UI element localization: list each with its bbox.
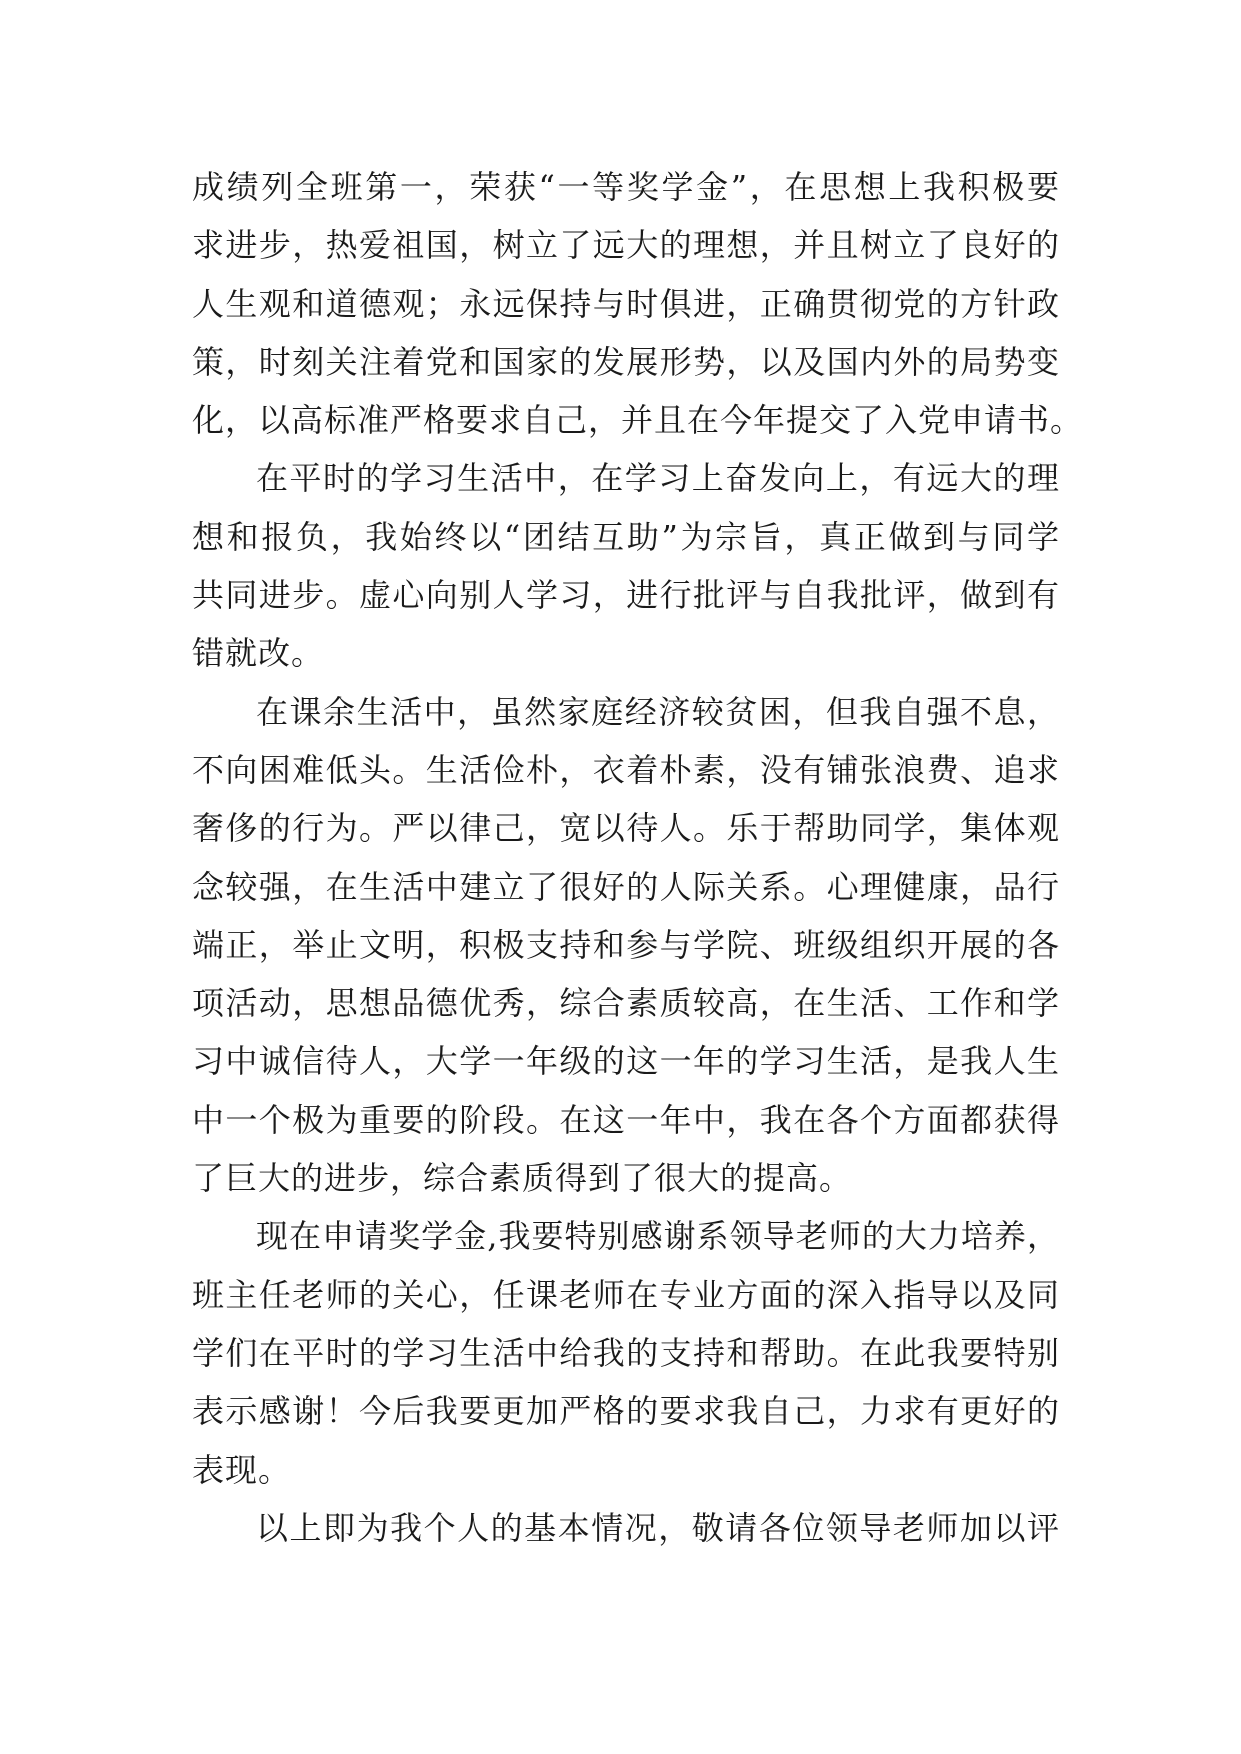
text-line: 不向困难低头。生活俭朴，衣着朴素，没有铺张浪费、追求 — [192, 750, 1060, 789]
text-line: 化，以高标准严格要求自己，并且在今年提交了入党申请书。 — [192, 401, 1084, 440]
document-body — [192, 158, 1084, 1557]
text-line: 人生观和道德观；永远保持与时俱进，正确贯彻党的方针政 — [192, 284, 1060, 323]
paragraph-4 — [192, 1207, 1060, 1498]
text-line: 中一个极为重要的阶段。在这一年中，我在各个方面都获得 — [192, 1100, 1060, 1139]
text-line: 共同进步。虚心向别人学习，进行批评与自我批评，做到有 — [192, 576, 1060, 615]
text-line: 了巨大的进步，综合素质得到了很大的提高。 — [192, 1159, 853, 1198]
text-line: 想和报负，我始终以“团结互助”为宗旨，真正做到与同学 — [192, 517, 1060, 556]
text-line: 策，时刻关注着党和国家的发展形势，以及国内外的局势变 — [192, 342, 1060, 381]
text-line: 奢侈的行为。严以律己，宽以待人。乐于帮助同学，集体观 — [192, 809, 1060, 848]
text-line: 表现。 — [192, 1450, 292, 1489]
text-line: 习中诚信待人，大学一年级的这一年的学习生活，是我人生 — [192, 1042, 1060, 1081]
text-line: 在平时的学习生活中，在学习上奋发向上，有远大的理 — [256, 459, 1060, 498]
text-line: 项活动，思想品德优秀，综合素质较高，在生活、工作和学 — [192, 984, 1060, 1023]
text-line: 在课余生活中，虽然家庭经济较贫困，但我自强不息， — [256, 692, 1060, 731]
text-line: 求进步，热爱祖国，树立了远大的理想，并且树立了良好的 — [192, 226, 1060, 265]
text-line: 现在申请奖学金,我要特别感谢系领导老师的大力培养， — [256, 1217, 1060, 1256]
text-line: 表示感谢！今后我要更加严格的要求我自己，力求有更好的 — [192, 1392, 1060, 1431]
text-line: 成绩列全班第一，荣获“一等奖学金”，在思想上我积极要 — [192, 168, 1060, 206]
paragraph-3 — [192, 683, 1060, 1208]
paragraph-5 — [192, 1499, 1060, 1557]
paragraph-2 — [192, 449, 1060, 682]
paragraph-1 — [192, 158, 1084, 449]
text-line: 端正，举止文明，积极支持和参与学院、班级组织开展的各 — [192, 925, 1060, 964]
text-line: 念较强，在生活中建立了很好的人际关系。心理健康，品行 — [192, 867, 1060, 906]
text-line: 以上即为我个人的基本情况，敬请各位领导老师加以评 — [256, 1508, 1060, 1547]
text-line: 学们在平时的学习生活中给我的支持和帮助。在此我要特别 — [192, 1333, 1060, 1372]
text-line: 错就改。 — [192, 634, 325, 673]
text-line: 班主任老师的关心，任课老师在专业方面的深入指导以及同 — [192, 1275, 1060, 1314]
